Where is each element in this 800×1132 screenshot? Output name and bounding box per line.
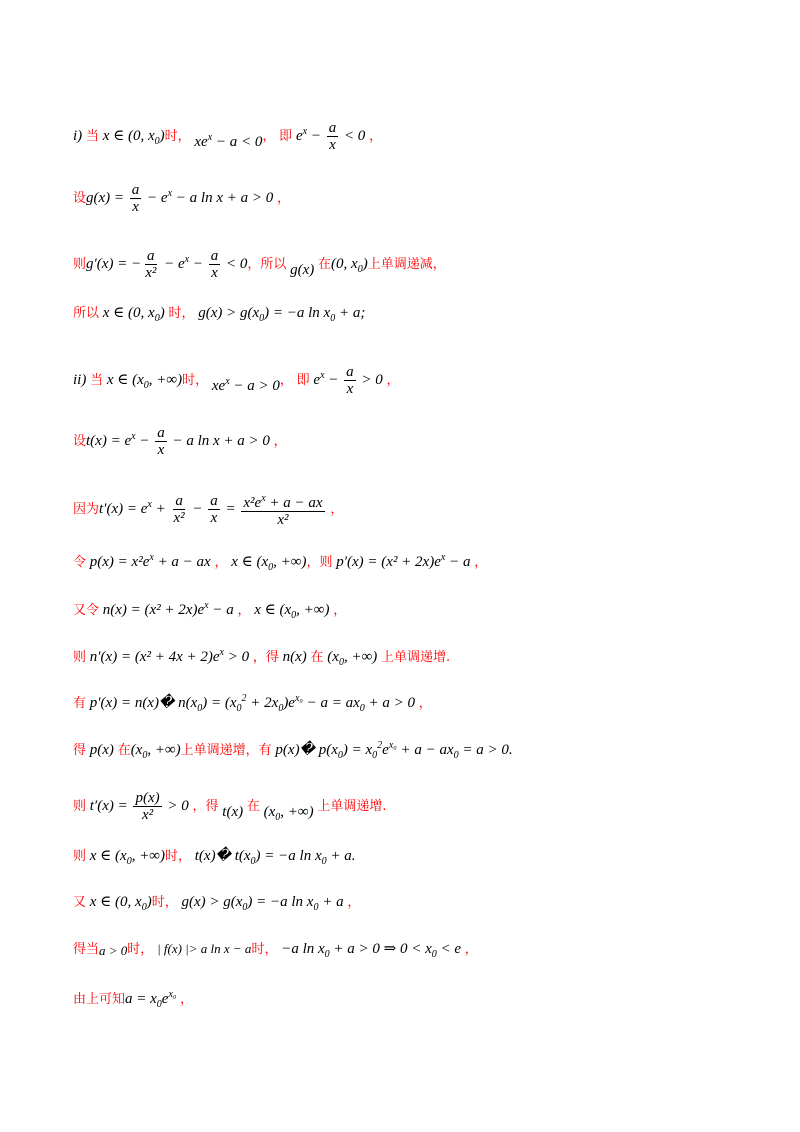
- formula: (0, $x_0$): [331, 255, 368, 275]
- text: ，: [369, 128, 383, 144]
- formula: −a $\ln x_0 + a > 0$ ⇒ $0 < x_0 < e$: [281, 941, 462, 960]
- text: ，得: [192, 798, 219, 814]
- formula: | f(x) |> a ln x − a: [157, 941, 252, 956]
- formula: $xe^x - a < 0$: [194, 131, 263, 150]
- formula: x ∈ (0, $x_0$): [102, 305, 165, 324]
- case-label: ii): [73, 371, 91, 388]
- text: 上单调递增，有: [180, 743, 272, 758]
- line-3: [73, 248, 446, 281]
- text: 即: [279, 128, 293, 144]
- formula: $a = x_0e^{x_0}$: [125, 989, 177, 1010]
- text: 时，: [251, 942, 278, 957]
- formula: x ∈ (0, $x_0$): [102, 127, 165, 147]
- text: 则: [73, 798, 87, 814]
- formula: t′(x) = $\frac{p(x)}{\text{x²}}$ > 0: [89, 790, 189, 823]
- formula: t(x): [222, 803, 244, 820]
- formula: $n(x) = (x^2 + 2x)e^x - a$: [102, 600, 234, 618]
- line-2: [73, 182, 290, 215]
- text: ，则: [306, 555, 333, 570]
- formula: $g(x) > g(x_0) = -a$ $\ln x_0 + a$;: [198, 305, 366, 324]
- text: 时，: [164, 128, 191, 144]
- text: ，: [347, 895, 361, 910]
- formula: n(x): [282, 649, 307, 665]
- text: 有: [73, 696, 87, 711]
- formula: $t(x) = e^x$ − $\frac{a}{x}$ − a ln x + a > 0: [86, 425, 270, 458]
- formula: $t'(x) = e^x$ + $\frac{a}{\text{x²}}$ − $\frac{a}{x}$ = $\frac{x^2e^x + a - ax}{\text{x²}}$: [99, 493, 323, 528]
- line-1: [73, 120, 382, 153]
- line-8: [73, 548, 487, 578]
- line-6: [73, 425, 287, 458]
- text: 时，: [151, 895, 178, 910]
- text: 则: [73, 256, 87, 272]
- formula: x ∈ ($x_0$, +∞): [231, 554, 307, 573]
- line-4: [73, 303, 365, 329]
- text: ，: [474, 555, 488, 570]
- formula: ($x_0$, +∞): [263, 803, 314, 823]
- text: 即: [296, 372, 310, 388]
- text: ，: [276, 190, 290, 206]
- text: ，: [279, 372, 293, 388]
- text: 由上可知: [73, 992, 126, 1007]
- text: 设: [73, 190, 87, 206]
- line-17: [73, 985, 193, 1015]
- text: 又: [73, 895, 87, 910]
- text: 设: [73, 433, 87, 449]
- formula: a > 0: [99, 943, 128, 958]
- text: 又令: [73, 603, 100, 618]
- text: 则: [73, 849, 87, 864]
- text: ，得: [252, 650, 279, 665]
- text: 得: [73, 743, 87, 758]
- formula: x ∈ (0, $x_0$): [89, 894, 152, 913]
- text: 因为: [73, 501, 100, 517]
- text: 时，: [165, 849, 192, 864]
- text: 则: [73, 650, 87, 665]
- text: 在: [310, 650, 324, 665]
- text: 令: [73, 555, 87, 570]
- case-label: i): [73, 127, 86, 144]
- formula: $g(x) > g(x_0) = -a$ $\ln x_0 + a$: [181, 894, 344, 913]
- text: ，: [386, 372, 400, 388]
- formula: x ∈ ($x_0$, +∞): [254, 602, 330, 621]
- formula: $e^x$ − $\frac{a}{x}$ > 0: [313, 364, 383, 397]
- text: ，: [464, 942, 478, 957]
- formula: ($x_0$, +∞): [130, 742, 181, 761]
- text: 上单调递增.: [381, 650, 451, 665]
- text: 时，: [127, 942, 154, 957]
- text: 时，: [168, 306, 195, 321]
- formula: g′(x) = − $\frac{a}{\text{x²}}$ − $e^x$ − $\frac{a}{x}$ < 0: [86, 248, 248, 281]
- line-15: [73, 892, 360, 918]
- formula: p(x): [89, 742, 114, 758]
- line-14: [73, 846, 356, 872]
- formula: $e^x$ − $\frac{a}{x}$ < 0: [295, 120, 366, 153]
- text: ，: [330, 501, 344, 517]
- formula: p′(x) = n(x)� $n(x_0) = (x_0^2 + 2x_0)e^{x_0} - a = ax_0 + a > 0$: [89, 693, 416, 714]
- text: ，所以: [247, 256, 287, 272]
- formula: t(x)� $t(x_0) = -a$ $\ln x_0 + a$.: [194, 848, 356, 867]
- text: ，: [214, 555, 228, 570]
- text: 上单调递减，: [367, 256, 446, 272]
- text: 当: [85, 128, 99, 144]
- formula: $p'(x) = (x^2 + 2x)e^x - a$: [336, 552, 471, 570]
- formula: p(x)� $p(x_0) = x_0^2e^{x_0} + a - ax_0 = a > 0$.: [275, 740, 513, 761]
- text: 当: [90, 372, 104, 388]
- text: ，: [180, 992, 194, 1007]
- text: 在: [318, 256, 332, 272]
- formula: g(x) = $\frac{a}{x}$ − $e^x - a$ ln x + a > 0: [86, 182, 274, 215]
- text: ，: [333, 603, 347, 618]
- formula: $xe^x - a > 0$: [211, 375, 280, 394]
- formula: ($x_0$, +∞): [327, 649, 378, 668]
- formula: x ∈ ($x_0$, +∞): [89, 848, 165, 867]
- text: 在: [246, 798, 260, 814]
- formula: $p(x) = x^2e^x + a$ − ax: [89, 552, 211, 570]
- text: ，: [262, 128, 276, 144]
- text: 在: [117, 743, 131, 758]
- formula: $n'(x) = (x^2 + 4x + 2)e^x > 0$: [89, 647, 250, 665]
- formula: g(x): [290, 261, 315, 278]
- line-12: [73, 736, 513, 766]
- text: ，: [237, 603, 251, 618]
- formula: x ∈ ($x_0$, +∞): [106, 371, 183, 391]
- line-13: [73, 790, 386, 823]
- text: ，: [418, 696, 432, 711]
- line-10: [73, 643, 450, 673]
- text: 得当: [73, 942, 100, 957]
- line-11: [73, 689, 432, 719]
- line-7: [73, 491, 343, 528]
- text: ，: [273, 433, 287, 449]
- line-16: [73, 939, 478, 965]
- text: 上单调递增.: [317, 798, 387, 814]
- text: 所以: [73, 306, 100, 321]
- line-5: [73, 364, 400, 397]
- text: 时，: [182, 372, 209, 388]
- line-9: [73, 596, 346, 626]
